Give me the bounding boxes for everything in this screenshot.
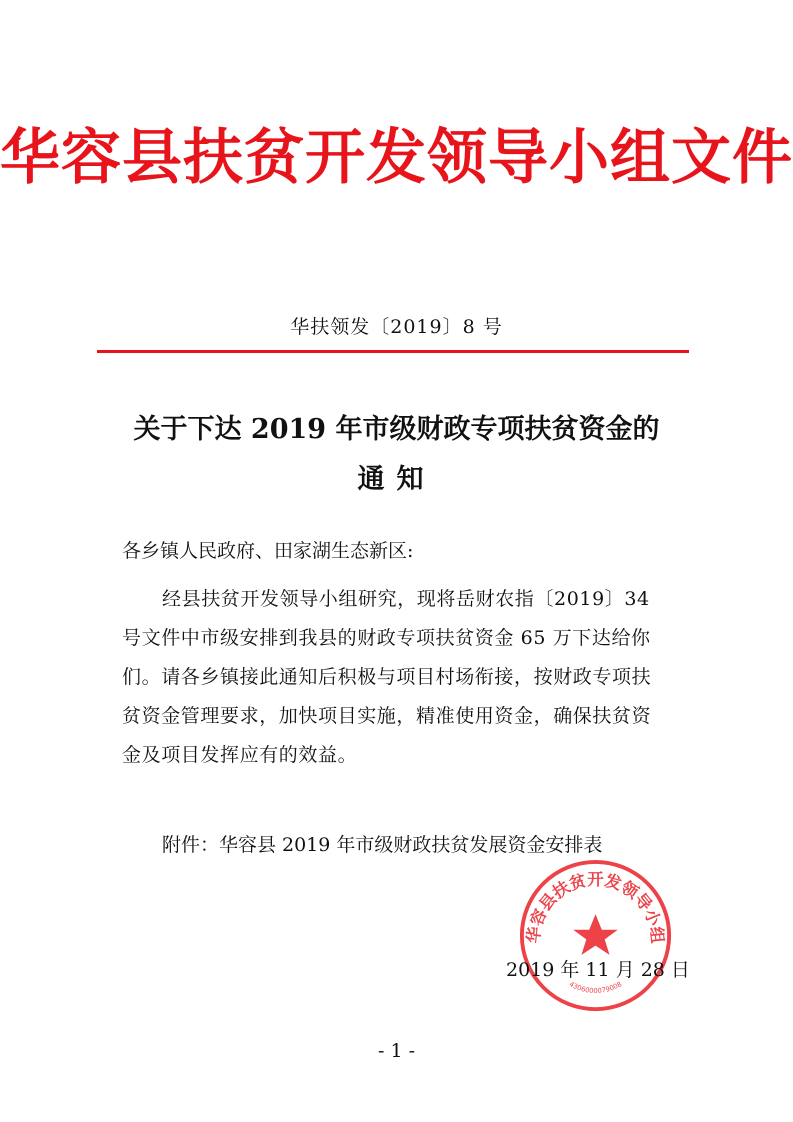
document-header-title: 华容县扶贫开发领导小组文件 bbox=[0, 123, 793, 193]
body-line: 贫资金管理要求，加快项目实施，精准使用资金，确保扶贫资 bbox=[122, 705, 652, 727]
document-number: 华扶领发〔2019〕8 号 bbox=[290, 316, 503, 338]
seal-text: 华容县扶贫开发领导小组 bbox=[523, 870, 668, 945]
body-line: 经县扶贫开发领导小组研究，现将岳财农指〔2019〕34 bbox=[162, 588, 650, 610]
body-paragraph bbox=[122, 580, 677, 775]
body-line: 金及项目发挥应有的效益。 bbox=[122, 744, 358, 766]
notice-title-line-1: 关于下达 2019 年市级财政专项扶贫资金的 bbox=[133, 414, 660, 445]
body-line: 号文件中市级安排到我县的财政专项扶贫资金 65 万下达给你 bbox=[122, 627, 651, 649]
seal-code: 4306000079008 bbox=[567, 980, 624, 995]
attachment-note: 附件：华容县 2019 年市级财政扶贫发展资金安排表 bbox=[162, 834, 603, 856]
official-seal bbox=[518, 858, 673, 1013]
page-number: - 1 - bbox=[377, 1040, 415, 1062]
body-line: 们。请各乡镇接此通知后积极与项目村场衔接，按财政专项扶 bbox=[122, 666, 652, 688]
red-divider bbox=[97, 350, 689, 353]
star-icon bbox=[573, 914, 618, 955]
notice-title-line-2: 通知 bbox=[357, 464, 436, 495]
salutation: 各乡镇人民政府、田家湖生态新区: bbox=[122, 540, 414, 562]
issue-date: 2019 年 11 月 28 日 bbox=[506, 959, 690, 981]
